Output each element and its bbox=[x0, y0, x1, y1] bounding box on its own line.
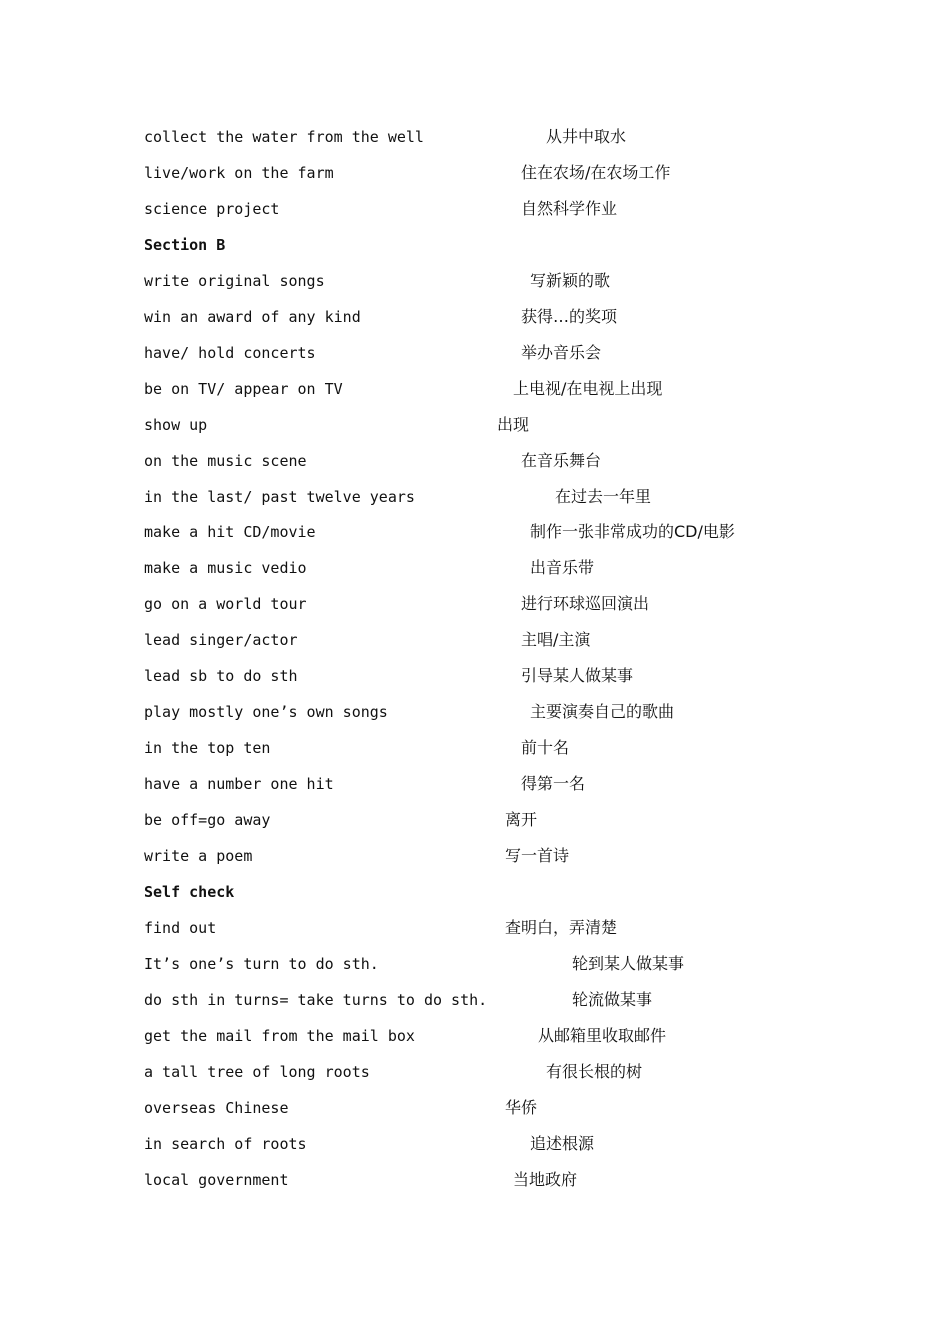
english-phrase: go on a world tour bbox=[144, 595, 307, 613]
chinese-translation: 在过去一年里 bbox=[555, 487, 652, 506]
vocabulary-row bbox=[0, 1126, 950, 1162]
vocabulary-row bbox=[0, 982, 950, 1018]
vocabulary-row bbox=[0, 910, 950, 946]
english-phrase: lead sb to do sth bbox=[144, 667, 298, 685]
vocabulary-row bbox=[0, 550, 950, 586]
section-heading: Self check bbox=[144, 883, 235, 901]
chinese-translation: 在音乐舞台 bbox=[521, 451, 602, 470]
vocabulary-row bbox=[0, 407, 950, 443]
chinese-translation: 获得…的奖项 bbox=[521, 307, 618, 326]
chinese-translation: 写新颖的歌 bbox=[530, 271, 611, 290]
chinese-translation: 自然科学作业 bbox=[521, 199, 618, 218]
vocabulary-row bbox=[0, 263, 950, 299]
english-phrase: write a poem bbox=[144, 847, 253, 865]
chinese-translation: 查明白，弄清楚 bbox=[505, 918, 618, 937]
chinese-translation: 轮流做某事 bbox=[572, 990, 653, 1009]
vocabulary-row bbox=[0, 514, 950, 550]
vocabulary-row bbox=[0, 1018, 950, 1054]
chinese-translation: 轮到某人做某事 bbox=[572, 954, 685, 973]
english-phrase: win an award of any kind bbox=[144, 308, 361, 326]
vocabulary-row bbox=[0, 622, 950, 658]
english-phrase: a tall tree of long roots bbox=[144, 1063, 370, 1081]
english-phrase: show up bbox=[144, 416, 208, 434]
vocabulary-row bbox=[0, 766, 950, 802]
chinese-translation: 举办音乐会 bbox=[521, 343, 602, 362]
chinese-translation: 出音乐带 bbox=[530, 558, 595, 577]
english-phrase: have a number one hit bbox=[144, 775, 334, 793]
english-phrase: in search of roots bbox=[144, 1135, 307, 1153]
chinese-translation: 制作一张非常成功的CD/电影 bbox=[530, 522, 735, 541]
chinese-translation: 追述根源 bbox=[530, 1134, 595, 1153]
chinese-translation: 从邮箱里收取邮件 bbox=[538, 1026, 667, 1045]
vocabulary-row bbox=[0, 371, 950, 407]
english-phrase: have/ hold concerts bbox=[144, 344, 316, 362]
english-phrase: science project bbox=[144, 200, 280, 218]
vocabulary-row bbox=[0, 119, 950, 155]
vocabulary-row bbox=[0, 1090, 950, 1126]
chinese-translation: 华侨 bbox=[505, 1098, 538, 1117]
vocabulary-row bbox=[0, 443, 950, 479]
section-heading-row bbox=[0, 227, 950, 263]
chinese-translation: 从井中取水 bbox=[546, 127, 627, 146]
section-heading: Section B bbox=[144, 236, 226, 254]
chinese-translation: 主唱/主演 bbox=[521, 630, 591, 649]
chinese-translation: 前十名 bbox=[521, 738, 570, 757]
chinese-translation: 得第一名 bbox=[521, 774, 586, 793]
chinese-translation: 住在农场/在农场工作 bbox=[521, 163, 671, 182]
chinese-translation: 离开 bbox=[505, 810, 538, 829]
english-phrase: overseas Chinese bbox=[144, 1099, 289, 1117]
english-phrase: in the last/ past twelve years bbox=[144, 488, 415, 506]
english-phrase: It’s one’s turn to do sth. bbox=[144, 955, 379, 973]
vocabulary-row bbox=[0, 802, 950, 838]
english-phrase: in the top ten bbox=[144, 739, 271, 757]
english-phrase: do sth in turns= take turns to do sth. bbox=[144, 991, 488, 1009]
vocabulary-row bbox=[0, 479, 950, 515]
vocabulary-row bbox=[0, 730, 950, 766]
vocabulary-row bbox=[0, 694, 950, 730]
chinese-translation: 引导某人做某事 bbox=[521, 666, 634, 685]
chinese-translation: 有很长根的树 bbox=[546, 1062, 643, 1081]
vocabulary-row bbox=[0, 191, 950, 227]
vocabulary-row bbox=[0, 838, 950, 874]
english-phrase: make a hit CD/movie bbox=[144, 523, 316, 541]
english-phrase: collect the water from the well bbox=[144, 128, 424, 146]
english-phrase: live/work on the farm bbox=[144, 164, 334, 182]
english-phrase: be off=go away bbox=[144, 811, 271, 829]
vocabulary-row bbox=[0, 155, 950, 191]
english-phrase: get the mail from the mail box bbox=[144, 1027, 415, 1045]
vocabulary-row bbox=[0, 299, 950, 335]
english-phrase: find out bbox=[144, 919, 217, 937]
vocabulary-row bbox=[0, 586, 950, 622]
english-phrase: local government bbox=[144, 1171, 289, 1189]
english-phrase: lead singer/actor bbox=[144, 631, 298, 649]
chinese-translation: 当地政府 bbox=[513, 1170, 578, 1189]
vocabulary-row bbox=[0, 1054, 950, 1090]
vocabulary-row bbox=[0, 335, 950, 371]
english-phrase: on the music scene bbox=[144, 452, 307, 470]
chinese-translation: 上电视/在电视上出现 bbox=[513, 379, 663, 398]
vocabulary-row bbox=[0, 1162, 950, 1198]
chinese-translation: 主要演奏自己的歌曲 bbox=[530, 702, 675, 721]
chinese-translation: 进行环球巡回演出 bbox=[521, 594, 650, 613]
english-phrase: play mostly one’s own songs bbox=[144, 703, 388, 721]
english-phrase: be on TV/ appear on TV bbox=[144, 380, 343, 398]
chinese-translation: 出现 bbox=[497, 415, 530, 434]
vocabulary-row bbox=[0, 658, 950, 694]
chinese-translation: 写一首诗 bbox=[505, 846, 570, 865]
vocabulary-row bbox=[0, 946, 950, 982]
section-heading-row bbox=[0, 874, 950, 910]
english-phrase: make a music vedio bbox=[144, 559, 307, 577]
english-phrase: write original songs bbox=[144, 272, 325, 290]
